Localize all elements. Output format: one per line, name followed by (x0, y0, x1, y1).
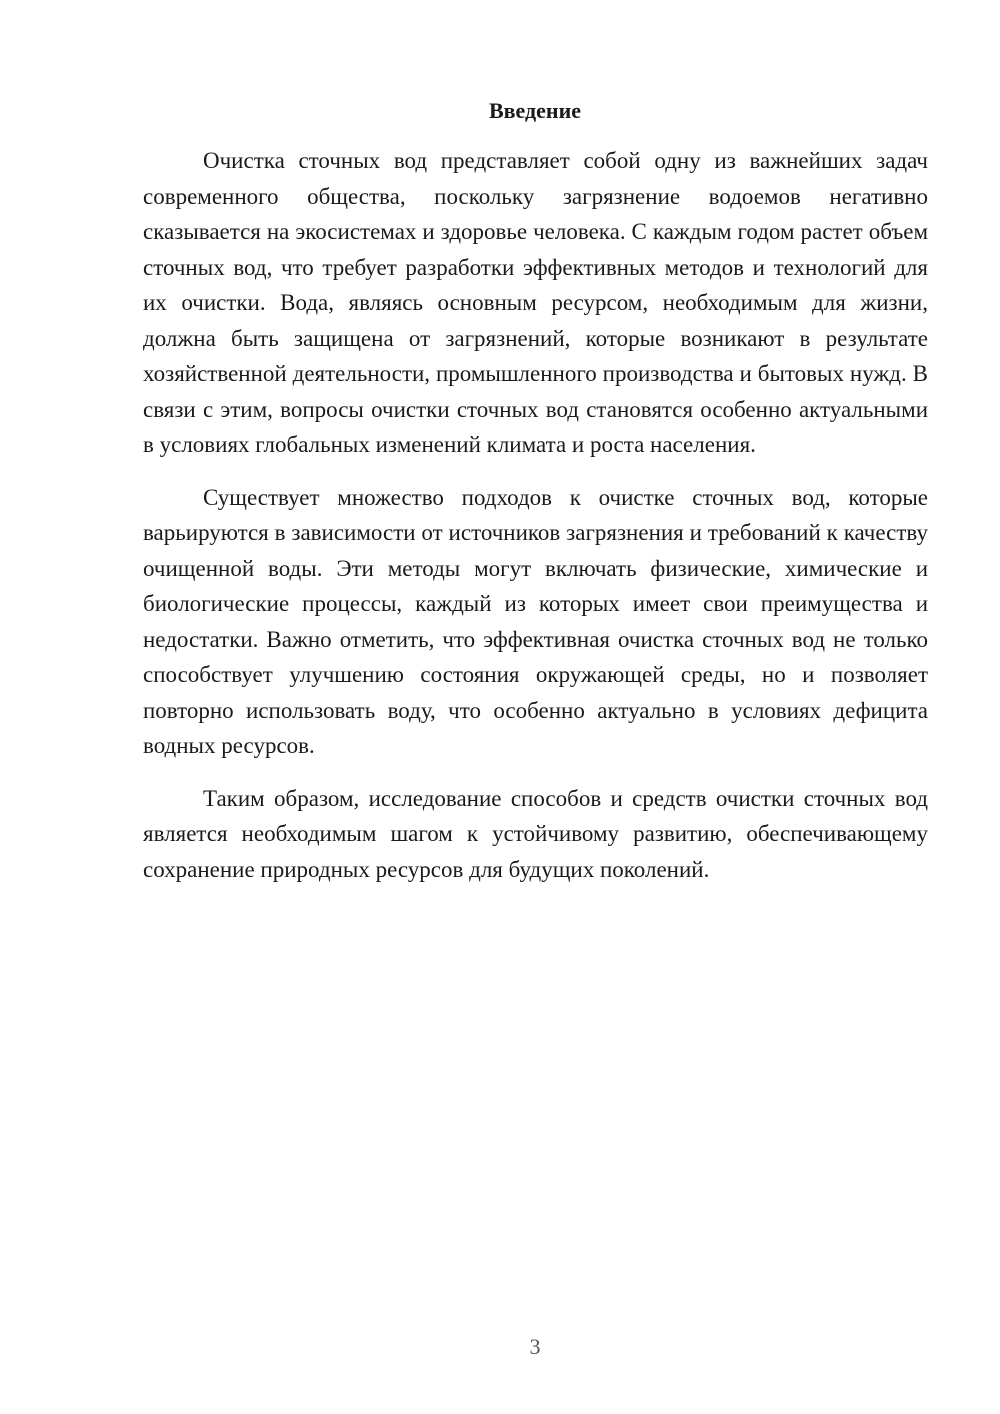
paragraph-2: Существует множество подходов к очистке сточных вод, которые варьируются в зависимости от источников загрязнения и требований к качеству очищенной воды. Эти методы могут включать физические, химические и биологические процессы, каждый из которых имеет свои преимущества и недостатки. Важно отметить, что эффективная очистка сточных вод не только способствует улучшению состояния окружающей среды, но и позволяет повторно использовать воду, что особенно актуально в условиях дефицита водных ресурсов. (143, 484, 928, 758)
section-heading: Введение (488, 98, 582, 123)
body-text (143, 143, 928, 904)
paragraph-1: Очистка сточных вод представляет собой одну из важнейших задач современного общества, поскольку загрязнение водоемов негативно сказывается на экосистемах и здоровье человека. С каждым годом растет объем сточных вод, что требует разработки эффективных методов и технологий для их очистки. Вода, являясь основным ресурсом, необходимым для жизни, должна быть защищена от загрязнений, которые возникают в результате хозяйственной деятельности, промышленного производства и бытовых нужд. В связи с этим, вопросы очистки сточных вод становятся особенно актуальными в условиях глобальных изменений климата и роста населения. (143, 148, 928, 457)
page-number: 3 (529, 1334, 541, 1359)
paragraph-3: Таким образом, исследование способов и средств очистки сточных вод является необходимым шагом к устойчивому развитию, обеспечивающему сохранение природных ресурсов для будущих поколений. (143, 785, 928, 882)
